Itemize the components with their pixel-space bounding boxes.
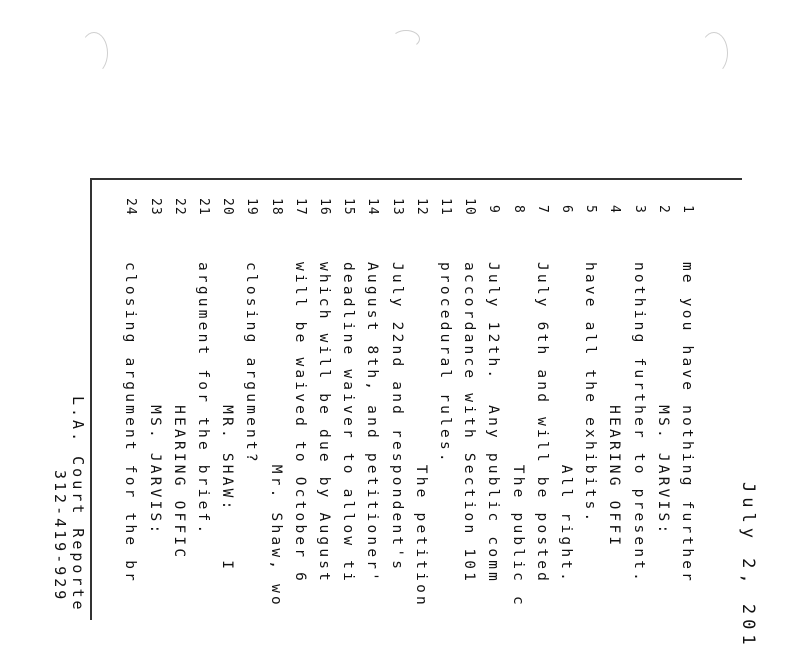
line-number: 11: [438, 198, 453, 216]
line-text: July 22nd and respondent's: [388, 262, 405, 573]
line-text: All right.: [558, 262, 574, 585]
line-number: 19: [244, 198, 260, 216]
punch-hole-right: [700, 32, 728, 74]
line-number: 21: [196, 198, 211, 216]
line-number: 15: [341, 198, 357, 216]
line-text: August 8th, and petitioner': [364, 262, 381, 585]
line-text: which will be due by August: [316, 262, 332, 585]
line-text: accordance with Section 101: [461, 262, 478, 585]
transcript-date-header: July 2, 201: [738, 482, 758, 650]
line-number: 13: [389, 198, 405, 216]
punch-hole-left: [80, 32, 108, 74]
line-text: July 12th. Any public comm: [485, 262, 502, 585]
line-text: HEARING OFFI: [606, 262, 623, 549]
line-text: deadline waiver to allow ti: [340, 262, 357, 585]
line-text: closing argument?: [243, 262, 260, 465]
line-number: 2: [655, 205, 671, 214]
line-number: 3: [631, 205, 647, 214]
line-number: 16: [317, 198, 332, 216]
line-text: argument for the brief.: [195, 262, 211, 537]
line-text: The petition: [412, 262, 429, 608]
line-number: 1: [680, 205, 695, 214]
line-text: The public c: [509, 262, 526, 608]
line-number: 20: [220, 198, 236, 216]
line-number: 12: [413, 198, 429, 216]
line-text: Mr. Shaw, wo: [267, 262, 284, 608]
line-number: 5: [583, 205, 599, 214]
line-text: nothing further to present.: [630, 262, 647, 585]
line-number: 7: [534, 205, 550, 214]
line-number: 23: [147, 198, 163, 216]
line-text: MR. SHAW: I: [219, 262, 236, 573]
line-number: 22: [171, 198, 187, 216]
punch-hole-center: [392, 30, 420, 48]
reporter-name: L.A. Court Reporte: [69, 396, 87, 613]
line-number: 9: [486, 205, 502, 214]
line-text: will be waived to October 6: [291, 262, 308, 585]
line-text: HEARING OFFIC: [170, 262, 187, 561]
line-number: 14: [365, 198, 381, 216]
reporter-phone: 312-419-929: [51, 470, 69, 603]
line-text: July 6th and will be posted: [533, 262, 550, 585]
line-number: 4: [607, 205, 623, 214]
line-number: 24: [123, 198, 139, 216]
line-text: MS. JARVIS:: [146, 262, 163, 537]
line-text: have all the exhibits.: [582, 262, 599, 525]
line-text: closing argument for the br: [122, 262, 139, 585]
line-number: 10: [462, 198, 478, 216]
line-number: 17: [292, 198, 308, 216]
line-number: 18: [268, 198, 284, 216]
line-number: 6: [559, 205, 574, 214]
line-number: 8: [510, 205, 526, 214]
line-text: MS. JARVIS:: [654, 262, 671, 537]
line-text: me you have nothing further: [679, 262, 695, 585]
line-text: procedural rules.: [437, 262, 453, 465]
